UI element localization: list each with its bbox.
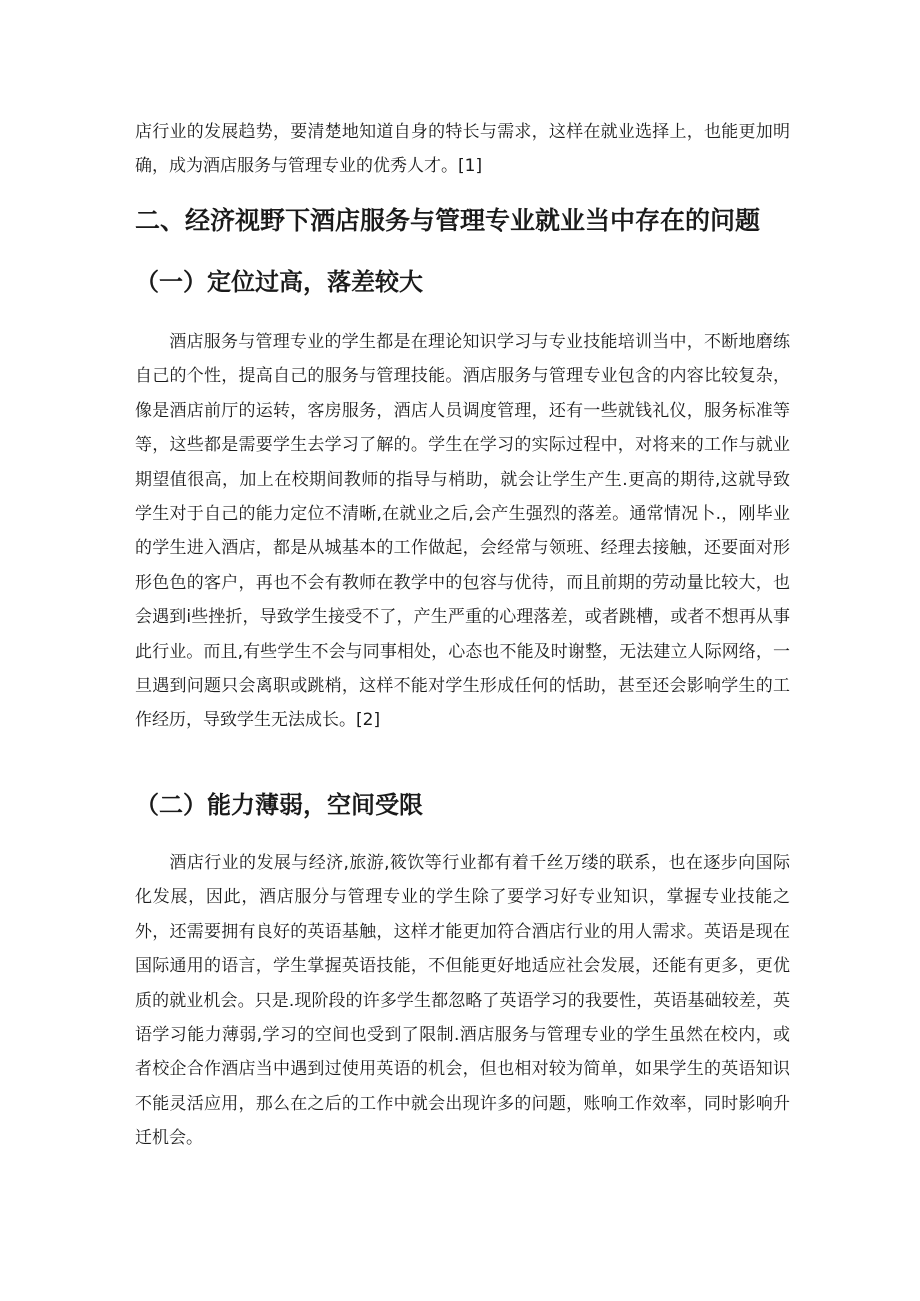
subsection-heading-positioning: （一）定位过高，落差较大 <box>135 268 423 296</box>
body-paragraph-positioning <box>135 325 790 738</box>
body-text-positioning: 酒店服务与管理专业的学生都是在理论知识学习与专业技能培训当中，不断地磨练自己的个性，提高自己的服务与管理技能。酒店服务与管理专业包含的内容比较复杂，像是酒店前厅的运转，客房服务，酒店人员调度管理，还有一些就钱礼仪，服务标准等等，这些都是需要学生去学习了解的。学生在学习的实际过程中，对将来的工作与就业期望值很高，加上在校期间教师的指导与梢助，就会让学生产生.更高的期待,这就导致学生对于自己的能力定位不清晰,在就业之后,会产生强烈的落差。通常情况卜.，刚毕业的学生进入酒店，都是从城基本的工作做起，会经常与领班、经理去接触，还要面对形形色色的客户，再也不会有教师在教学中的包容与优待，而且前期的劳动量比较大，也会遇到i些挫折，导致学生接受不了，产生严重的心理落差，或者跳槽，或者不想再从事此行业。而且,有些学生不会与同事相处，心态也不能及时谢整，无法建立人际网络，一旦遇到问题只会离职或跳梢，这样不能对学生形成任何的恬助，甚至还会影响学生的工作经历，导致学生无法成长。[2] <box>135 332 790 731</box>
body-paragraph-ability <box>135 846 790 1156</box>
subsection-heading-ability: （二）能力薄弱，空间受限 <box>135 791 423 819</box>
section-heading: 二、经济视野下酒店服务与管理专业就业当中存在的问题 <box>135 206 761 235</box>
continuation-paragraph: 店行业的发展趋势，要清楚地知道自身的特长与需求，这样在就业选择上，也能更加明确，成为酒店服务与管理专业的优秀人才。[1] <box>135 122 790 177</box>
body-text-ability: 酒店行业的发展与经济,旅游,筱饮等行业都有着千丝万缕的联系，也在逐步向国际化发展，因此，酒店服分与管理专业的学生除了要学习好专业知识，掌握专业技能之外，还需要拥有良好的英语基触，这样才能更加符合酒店行业的用人需求。英语是现在国际通用的语言，学生掌握英语技能，不但能更好地适应社会发展，还能有更多，更优质的就业机会。只是.现阶段的许多学生都忽略了英语学习的我要性，英语基础较差，英语学习能力薄弱,学习的空间也受到了限制.酒店服务与管理专业的学生虽然在校内，或者校企合作酒店当中遇到过使用英语的机会，但也相对较为简单，如果学生的英语知识不能灵活应用，那么在之后的工作中就会出现许多的问题，账响工作效率，同时影响升迁机会。 <box>135 853 790 1149</box>
